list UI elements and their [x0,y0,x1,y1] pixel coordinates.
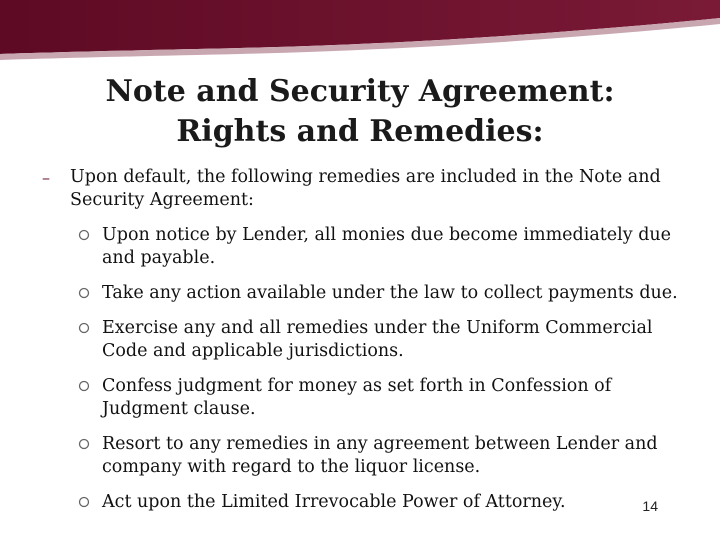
circle-bullet-icon [78,322,90,334]
list-item [78,282,698,305]
slide-title [0,72,720,152]
page-number: 14 [642,498,658,514]
list-item [78,433,698,479]
intro-dash-marker: – [42,168,50,187]
list-item [78,317,698,363]
remedies-list [78,224,698,526]
intro-text: Upon default, the following remedies are included in the Note and Security Agreement: [70,167,661,210]
circle-bullet-icon [78,287,90,299]
list-item [78,224,698,270]
list-item-text: Upon notice by Lender, all monies due become immediately due and payable. [102,225,672,268]
header-band [0,0,720,64]
title-line-1: Note and Security Agreement: [105,74,615,109]
list-item-text: Confess judgment for money as set forth in Confession of Judgment clause. [102,376,612,419]
list-item-text: Take any action available under the law to collect payments due. [102,283,678,303]
circle-bullet-icon [78,496,90,508]
list-item [78,375,698,421]
list-item-text: Resort to any remedies in any agreement between Lender and company with regard to the liquor license. [102,434,658,477]
list-item-text: Act upon the Limited Irrevocable Power of Attorney. [102,492,566,512]
title-line-2: Rights and Remedies: [176,114,544,149]
circle-bullet-icon [78,438,90,450]
list-item [78,491,698,514]
circle-bullet-icon [78,229,90,241]
circle-bullet-icon [78,380,90,392]
list-item-text: Exercise any and all remedies under the Uniform Commercial Code and applicable jurisdictions. [102,318,653,361]
